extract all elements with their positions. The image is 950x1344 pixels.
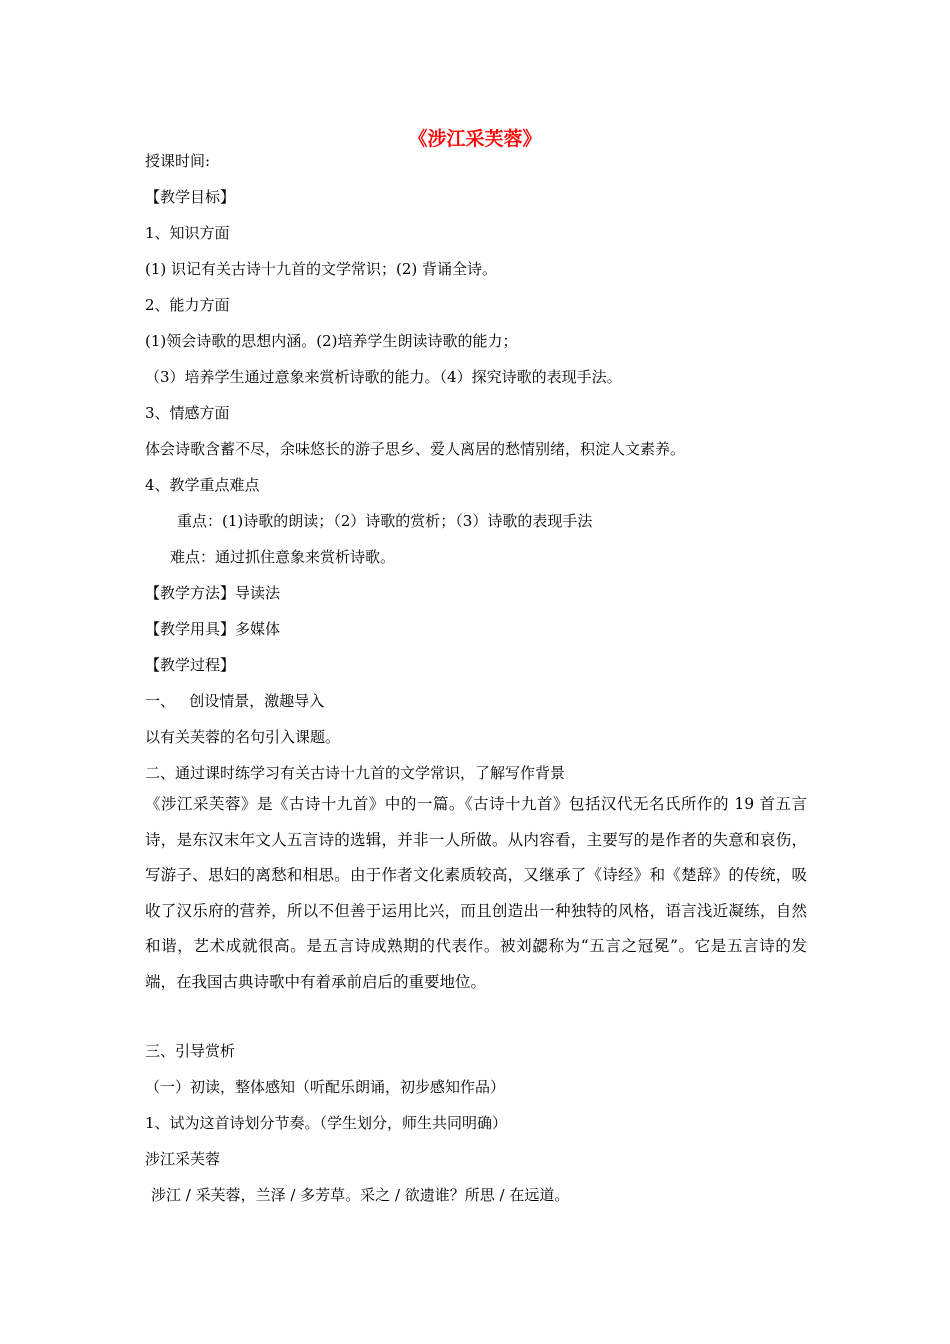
step-3-heading: 三、引导赏析: [145, 1042, 236, 1060]
teaching-tools: 【教学用具】多媒体: [145, 620, 281, 638]
poem-title: 涉江采芙蓉: [145, 1150, 221, 1168]
document-title: 《涉江采芙蓉》: [408, 128, 542, 150]
process-header: 【教学过程】: [145, 656, 236, 674]
key-points-heading: 4、教学重点难点: [145, 476, 260, 494]
poem-line-1: 涉江 / 采芙蓉，兰泽 / 多芳草。采之 / 欲遗谁？所思 / 在远道。: [151, 1186, 570, 1204]
background-paragraph: 《涉江采芙蓉》是《古诗十九首》中的一篇。《古诗十九首》包括汉代无名氏所作的 19 首五言诗，是东汉末年文人五言诗的选辑，并非一人所做。从内容看，主要写的是作者的失意和哀伤，写游子、思妇的离愁和相思。由于作者文化素质较高，又继承了《诗经》和《楚辞》的传统，吸收了汉乐府的营养，所以不但善于运用比兴，而且创造出一种独特的风格，语言浅近凝练，自然和谐，艺术成就很高。是五言诗成熟期的代表作。被刘勰称为“五言之冠冕”。它是五言诗的发端，在我国古典诗歌中有着承前启后的重要地位。: [145, 795, 807, 991]
emotion-heading: 3、情感方面: [145, 404, 230, 422]
knowledge-items: (1) 识记有关古诗十九首的文学常识；(2) 背诵全诗。: [145, 260, 498, 278]
ability-items-2: （3）培养学生通过意象来赏析诗歌的能力。（4）探究诗歌的表现手法。: [145, 368, 622, 386]
goals-header: 【教学目标】: [145, 188, 236, 206]
step-1-heading: 一、 创设情景，激趣导入: [145, 692, 325, 710]
step-1-text: 以有关芙蓉的名句引入课题。: [145, 728, 341, 746]
teaching-method: 【教学方法】导读法: [145, 584, 281, 602]
difficulty-points: 难点：通过抓住意象来赏析诗歌。: [170, 548, 396, 566]
knowledge-heading: 1、知识方面: [145, 224, 230, 242]
step-2-heading: 二、通过课时练学习有关古诗十九首的文学常识，了解写作背景: [145, 764, 566, 782]
focus-points: 重点：(1)诗歌的朗读；（2）诗歌的赏析；（3）诗歌的表现手法: [177, 512, 593, 530]
emotion-text: 体会诗歌含蓄不尽，余味悠长的游子思乡、爱人离居的愁情别绪，积淀人文素养。: [145, 440, 686, 458]
step-3-question-1: 1、试为这首诗划分节奏。（学生划分，师生共同明确）: [145, 1114, 508, 1132]
lesson-time: 授课时间:: [145, 152, 211, 170]
ability-items-1: (1)领会诗歌的思想内涵。(2)培养学生朗读诗歌的能力；: [145, 332, 518, 350]
ability-heading: 2、能力方面: [145, 296, 230, 314]
step-3-sub-1: （一）初读，整体感知（听配乐朗诵，初步感知作品）: [145, 1078, 506, 1096]
